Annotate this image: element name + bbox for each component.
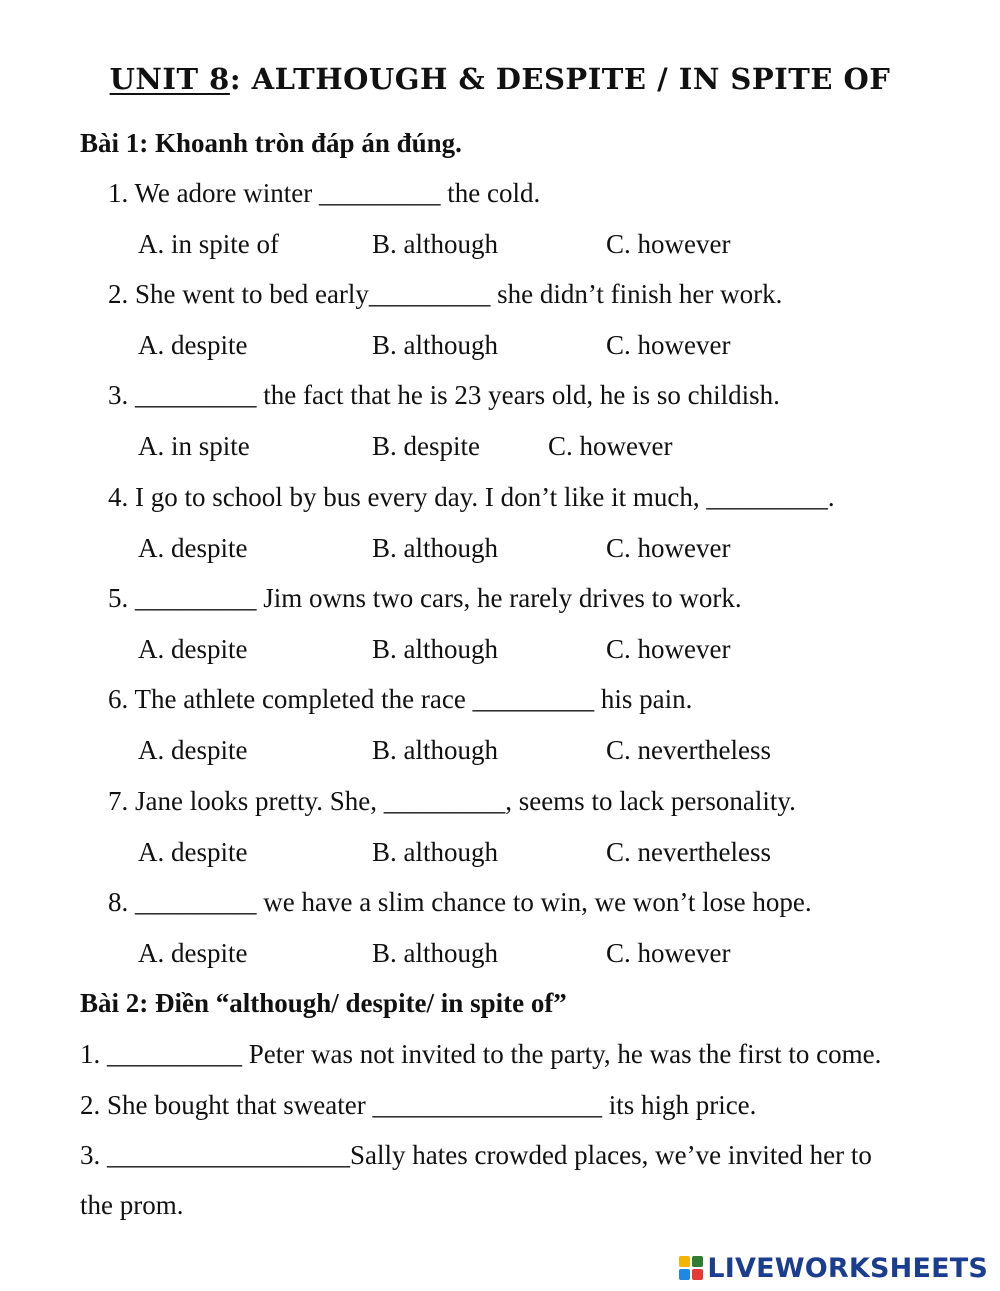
q7-option-b[interactable]: B. although xyxy=(372,837,498,867)
q6-option-c[interactable]: C. nevertheless xyxy=(606,735,771,765)
title-topic: : ALTHOUGH & DESPITE / IN SPITE OF xyxy=(229,62,891,96)
q1-option-c[interactable]: C. however xyxy=(606,229,731,259)
fill-sentence-1[interactable]: 1. __________ Peter was not invited to the party, he was the first to come. xyxy=(80,1039,882,1069)
exercise2-heading: Bài 2: Điền “although/ despite/ in spite of” xyxy=(80,988,567,1018)
question-6: 6. The athlete completed the race _________ his pain. xyxy=(108,684,693,714)
q4-option-c[interactable]: C. however xyxy=(606,533,731,563)
q3-option-b[interactable]: B. despite xyxy=(372,431,480,461)
page-title xyxy=(0,62,1000,96)
q3-option-a[interactable]: A. in spite xyxy=(138,431,250,461)
q2-option-b[interactable]: B. although xyxy=(372,330,498,360)
question-5: 5. _________ Jim owns two cars, he rarely drives to work. xyxy=(108,583,742,613)
q4-option-a[interactable]: A. despite xyxy=(138,533,248,563)
fill-sentence-3-continued: the prom. xyxy=(80,1190,184,1220)
q7-option-a[interactable]: A. despite xyxy=(138,837,248,867)
logo-text: LIVEWORKSHEETS xyxy=(707,1252,988,1284)
exercise1-heading: Bài 1: Khoanh tròn đáp án đúng. xyxy=(80,128,462,158)
q3-option-c[interactable]: C. however xyxy=(548,431,673,461)
logo-block-blue xyxy=(679,1269,690,1280)
q2-option-c[interactable]: C. however xyxy=(606,330,731,360)
q1-option-b[interactable]: B. although xyxy=(372,229,498,259)
question-3: 3. _________ the fact that he is 23 years old, he is so childish. xyxy=(108,380,780,410)
q5-option-b[interactable]: B. although xyxy=(372,634,498,664)
question-7: 7. Jane looks pretty. She, _________, seems to lack personality. xyxy=(108,786,796,816)
q8-option-a[interactable]: A. despite xyxy=(138,938,248,968)
q8-option-c[interactable]: C. however xyxy=(606,938,731,968)
q1-option-a[interactable]: A. in spite of xyxy=(138,229,279,259)
liveworksheets-logo xyxy=(679,1252,988,1284)
q4-option-b[interactable]: B. although xyxy=(372,533,498,563)
q6-option-a[interactable]: A. despite xyxy=(138,735,248,765)
question-8: 8. _________ we have a slim chance to win, we won’t lose hope. xyxy=(108,887,812,917)
title-unit: UNIT 8 xyxy=(109,62,230,96)
logo-blocks-icon xyxy=(679,1256,703,1280)
logo-block-red xyxy=(692,1269,703,1280)
question-1: 1. We adore winter _________ the cold. xyxy=(108,178,541,208)
fill-sentence-3[interactable]: 3. __________________Sally hates crowded places, we’ve invited her to xyxy=(80,1140,872,1170)
question-4: 4. I go to school by bus every day. I don’t like it much, _________. xyxy=(108,482,835,512)
q5-option-a[interactable]: A. despite xyxy=(138,634,248,664)
fill-sentence-2[interactable]: 2. She bought that sweater _________________ its high price. xyxy=(80,1090,757,1120)
q6-option-b[interactable]: B. although xyxy=(372,735,498,765)
question-2: 2. She went to bed early_________ she didn’t finish her work. xyxy=(108,279,783,309)
logo-block-green xyxy=(692,1256,703,1267)
q8-option-b[interactable]: B. although xyxy=(372,938,498,968)
q7-option-c[interactable]: C. nevertheless xyxy=(606,837,771,867)
logo-block-yellow xyxy=(679,1256,690,1267)
q2-option-a[interactable]: A. despite xyxy=(138,330,248,360)
q5-option-c[interactable]: C. however xyxy=(606,634,731,664)
